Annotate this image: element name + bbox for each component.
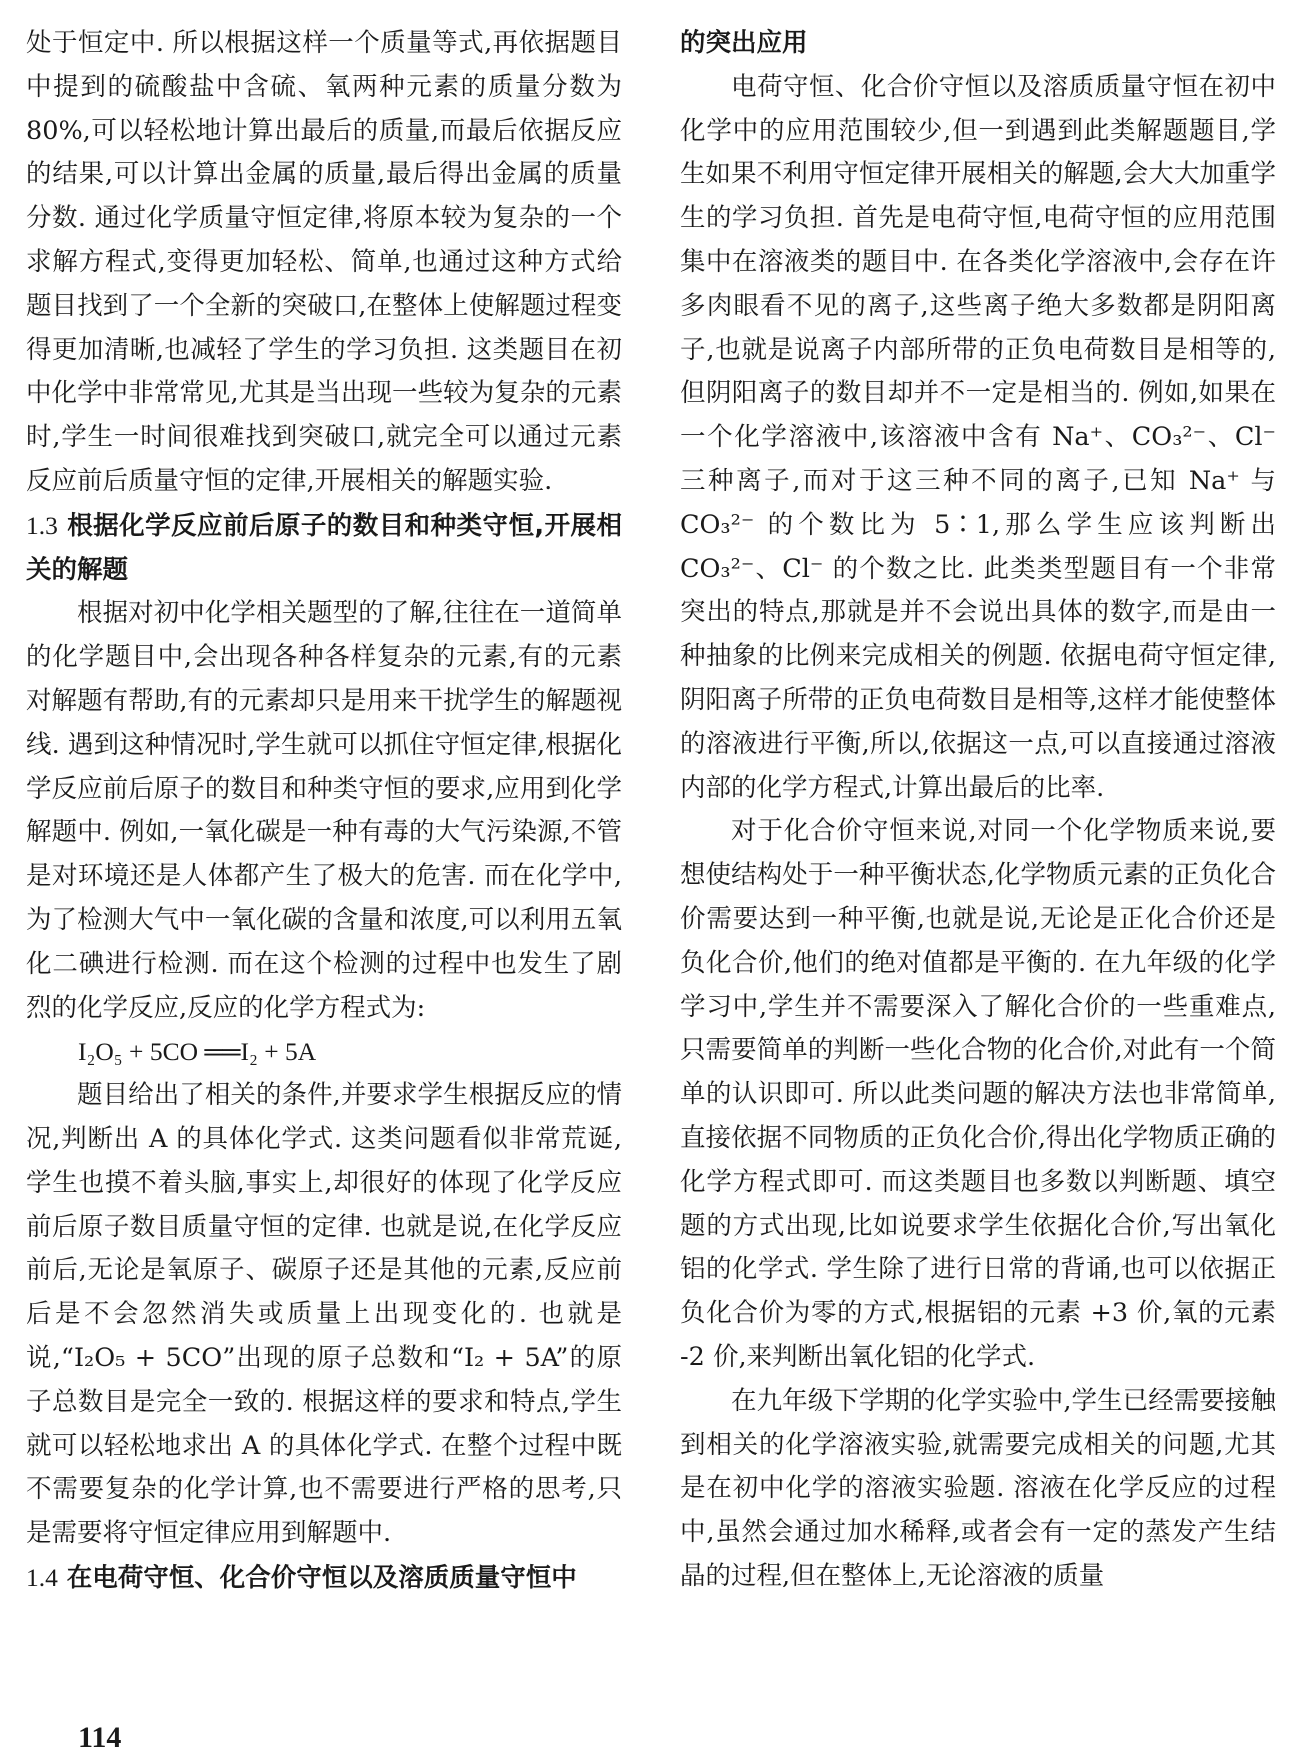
left-column	[26, 22, 622, 1601]
paragraph: 题目给出了相关的条件,并要求学生根据反应的情况,判断出 A 的具体化学式. 这类问题看似非常荒诞,学生也摸不着头脑,事实上,却很好的体现了化学反应前后原子数目质量守恒的定律. 也就是说,在化学反应前后,无论是氧原子、碳原子还是其他的元素,反应前后是不会忽然消失或质量上出现变化的. 也就是说,“I₂O₅ + 5CO”出现的原子总数和“I₂ + 5A”的原子总数目是完全一致的. 根据这样的要求和特点,学生就可以轻松地求出 A 的具体化学式. 在整个过程中既不需要复杂的化学计算,也不需要进行严格的思考,只是需要将守恒定律应用到解题中.	[26, 1080, 622, 1549]
section-heading-continued: 的突出应用	[680, 28, 808, 58]
chemical-equation: I₂O₅ + 5CO ══I₂ + 5A	[78, 1037, 317, 1067]
section-title: 在电荷守恒、化合价守恒以及溶质质量守恒中	[66, 1562, 577, 1593]
page-number: 114	[78, 1721, 122, 1754]
paragraph: 根据对初中化学相关题型的了解,往往在一道简单的化学题目中,会出现各种各样复杂的元素,有的元素对解题有帮助,有的元素却只是用来干扰学生的解题视线. 遇到这种情况时,学生就可以抓住守恒定律,根据化学反应前后原子的数目和种类守恒的要求,应用到化学解题中. 例如,一氧化碳是一种有毒的大气污染源,不管是对环境还是人体都产生了极大的危害. 而在化学中,为了检测大气中一氧化碳的含量和浓度,可以利用五氧化二碘进行检测. 而在这个检测的过程中也发生了剧烈的化学反应,反应的化学方程式为:	[26, 598, 622, 1023]
paragraph: 处于恒定中. 所以根据这样一个质量等式,再依据题目中提到的硫酸盐中含硫、氧两种元素的质量分数为 80%,可以轻松地计算出最后的质量,而最后依据反应的结果,可以计算出金属的质量,最后得出金属的质量分数. 通过化学质量守恒定律,将原本较为复杂的一个求解方程式,变得更加轻松、简单,也通过这种方式给题目找到了一个全新的突破口,在整体上使解题过程变得更加清晰,也减轻了学生的学习负担. 这类题目在初中化学中非常常见,尤其是当出现一些较为复杂的元素时,学生一时间很难找到突破口,就完全可以通过元素反应前后质量守恒的定律,开展相关的解题实验.	[26, 28, 622, 496]
paragraph: 电荷守恒、化合价守恒以及溶质质量守恒在初中化学中的应用范围较少,但一到遇到此类解题题目,学生如果不利用守恒定律开展相关的解题,会大大加重学生的学习负担. 首先是电荷守恒,电荷守恒的应用范围集中在溶液类的题目中. 在各类化学溶液中,会存在许多肉眼看不见的离子,这些离子绝大多数都是阴阳离子,也就是说离子内部所带的正负电荷数目是相等的,但阴阳离子的数目却并不一定是相当的. 例如,如果在一个化学溶液中,该溶液中含有 Na⁺、CO₃²⁻、Cl⁻ 三种离子,而对于这三种不同的离子,已知 Na⁺ 与 CO₃²⁻ 的个数比为 5∶1,那么学生应该判断出 CO₃²⁻、Cl⁻ 的个数之比. 此类类型题目有一个非常突出的特点,那就是并不会说出具体的数字,而是由一种抽象的比例来完成相关的例题. 依据电荷守恒定律,阴阳离子所带的正负电荷数目是相等,这样才能使整体的溶液进行平衡,所以,依据这一点,可以直接通过溶液内部的化学方程式,计算出最后的比率.	[680, 71, 1276, 803]
section-number: 1.3	[26, 510, 58, 540]
section-title: 根据化学反应前后原子的数目和种类守恒,开展相关的解题	[26, 510, 622, 585]
paragraph: 对于化合价守恒来说,对同一个化学物质来说,要想使结构处于一种平衡状态,化学物质元素的正负化合价需要达到一种平衡,也就是说,无论是正化合价还是负化合价,他们的绝对值都是平衡的. 在九年级的化学学习中,学生并不需要深入了解化合价的一些重难点,只需要简单的判断一些化合物的化合价,对此有一个简单的认识即可. 所以此类问题的解决方法也非常简单,直接依据不同物质的正负化合价,得出化学物质正确的化学方程式即可. 而这类题目也多数以判断题、填空题的方式出现,比如说要求学生依据化合价,写出氧化铝的化学式. 学生除了进行日常的背诵,也可以依据正负化合价为零的方式,根据铝的元素 +3 价,氧的元素 -2 价,来判断出氧化铝的化学式.	[680, 816, 1276, 1372]
section-heading-1-4	[26, 1556, 622, 1601]
right-column	[680, 22, 1276, 1599]
section-heading-1-3	[26, 504, 622, 593]
section-number: 1.4	[26, 1562, 58, 1592]
paragraph: 在九年级下学期的化学实验中,学生已经需要接触到相关的化学溶液实验,就需要完成相关的问题,尤其是在初中化学的溶液实验题. 溶液在化学反应的过程中,虽然会通过加水稀释,或者会有一定的蒸发产生结晶的过程,但在整体上,无论溶液的质量	[680, 1385, 1276, 1591]
